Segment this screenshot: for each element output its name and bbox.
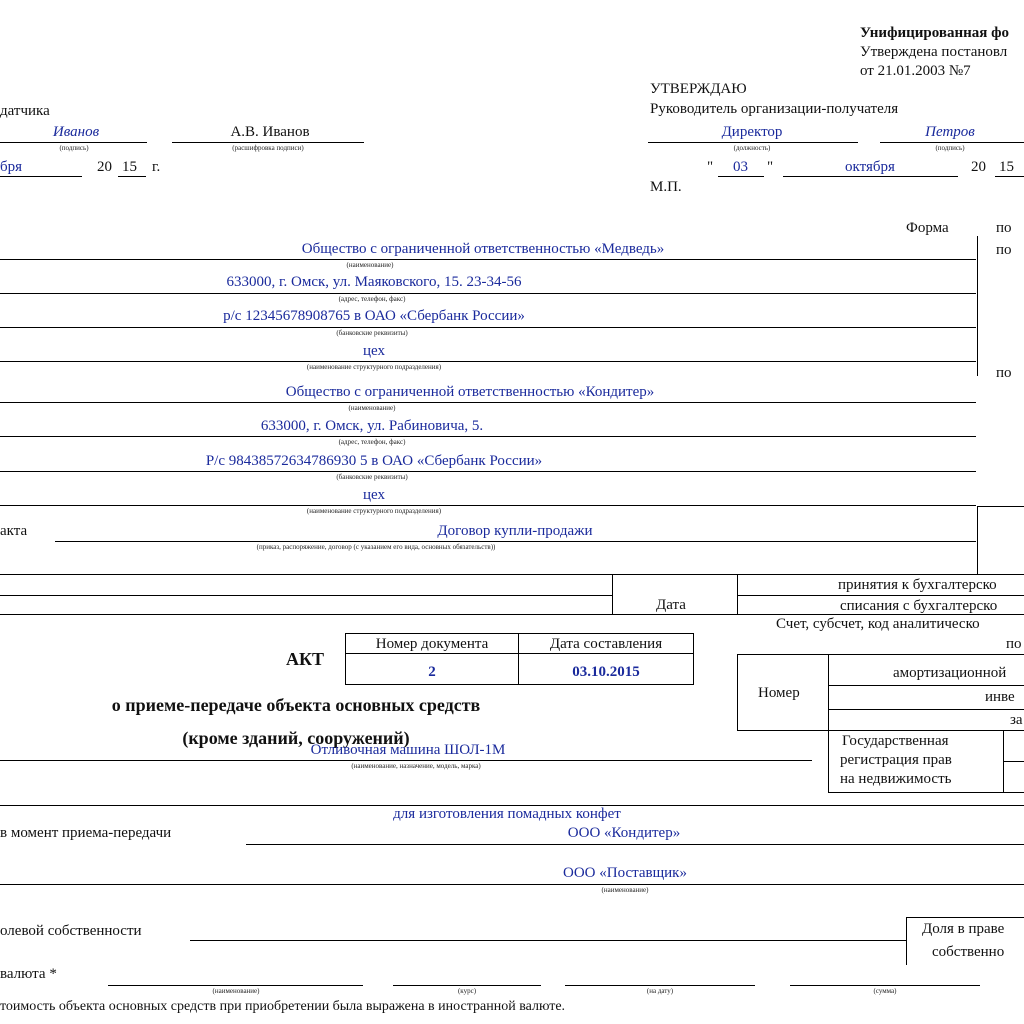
share-right-1: Доля в праве [922, 921, 1005, 937]
act-subtitle-1: о приеме-передаче объекта основных средств [111, 695, 481, 715]
left-full-name: А.В. Иванов [230, 124, 310, 140]
right-year: 15 [999, 159, 1014, 175]
basis-value: Договор купли-продажи [437, 523, 593, 539]
po-label-1: по [996, 220, 1012, 236]
approved-by-label: Утверждена постановл [860, 44, 1008, 60]
number-label: Номер [758, 685, 800, 701]
stamp-label: М.П. [650, 179, 682, 195]
receiver-name-caption: (наименование) [348, 404, 396, 412]
right-signature-caption: (подпись) [935, 144, 965, 152]
approved-date-label: от 21.01.2003 №7 [860, 63, 971, 79]
left-signature-caption: (подпись) [59, 144, 89, 152]
currency-label: валюта * [0, 966, 57, 982]
right-month: октября [845, 159, 895, 175]
supplier-name: ООО «Поставщик» [563, 865, 687, 881]
left-signature: Иванов [52, 124, 100, 140]
sender-name-caption: (наименование) [346, 261, 394, 269]
cap-date: (на дату) [646, 987, 674, 995]
location-value: ООО «Кондитер» [567, 825, 681, 841]
act-subtitle-2: (кроме зданий, сооружений) [182, 728, 410, 748]
amort-label: амортизационной [893, 665, 1007, 681]
za-label: за [1010, 712, 1023, 728]
sender-unit-caption: (наименование структурного подразделения) [306, 363, 442, 371]
right-approval-subtitle: Руководитель организации-получателя [650, 101, 899, 117]
right-position: Директор [721, 124, 783, 140]
sender-bank-caption: (банковские реквизиты) [336, 329, 408, 337]
object-name: Отливочная машина ШОЛ-1М [310, 742, 506, 758]
po-label-2: по [996, 242, 1012, 258]
cap-sum: (сумма) [873, 987, 897, 995]
left-year-suffix: г. [152, 159, 161, 175]
supplier-caption: (наименование) [601, 886, 649, 894]
gov-reg-3: на недвижимость [840, 771, 952, 787]
share-label: олевой собственности [0, 923, 142, 939]
po-label-3: по [996, 365, 1012, 381]
doc-date-header: Дата составления [549, 636, 663, 652]
cap-rate: (курс) [457, 987, 477, 995]
doc-number-header: Номер документа [375, 636, 489, 652]
writeoff-label: списания с бухгалтерско [840, 598, 998, 614]
object-purpose: для изготовления помадных конфет [393, 806, 621, 822]
right-position-caption: (должность) [733, 144, 771, 152]
sender-address: 633000, г. Омск, ул. Маяковского, 15. 23-34-56 [226, 274, 522, 290]
sender-unit: цех [363, 343, 385, 359]
basis-caption: (приказ, распоряжение, договор (с указанием его вида, основных обязательств)) [256, 543, 496, 551]
receiver-address-caption: (адрес, телефон, факс) [338, 438, 406, 446]
sender-name: Общество с ограниченной ответственностью «Медведь» [301, 241, 665, 257]
right-approval-title: УТВЕРЖДАЮ [650, 81, 747, 97]
act-title: АКТ [286, 649, 325, 669]
receiver-address: 633000, г. Омск, ул. Рабиновича, 5. [260, 418, 484, 434]
share-right-2: собственно [932, 944, 1005, 960]
left-approval-title: датчика [0, 103, 50, 119]
sender-address-caption: (адрес, телефон, факс) [338, 295, 406, 303]
doc-number: 2 [428, 664, 436, 680]
gov-reg-1: Государственная [842, 733, 949, 749]
right-signature: Петров [925, 124, 975, 140]
right-day-open: " [707, 159, 714, 175]
sender-bank: р/с 12345678908765 в ОАО «Сбербанк России» [223, 308, 525, 324]
right-day-close: " [767, 159, 774, 175]
unified-form-label: Унифицированная фо [860, 25, 1009, 41]
accept-label: принятия к бухгалтерско [838, 577, 997, 593]
footnote: тоимость объекта основных средств при приобретении была выражена в иностранной валюте. [0, 999, 566, 1014]
right-day: 03 [733, 159, 748, 175]
receiver-name: Общество с ограниченной ответственностью «Кондитер» [285, 384, 655, 400]
receiver-bank-caption: (банковские реквизиты) [336, 473, 408, 481]
right-year-prefix: 20 [971, 159, 986, 175]
receiver-unit: цех [363, 487, 385, 503]
cap-name: (наименование) [212, 987, 260, 995]
basis-label: акта [0, 523, 28, 539]
left-month: бря [0, 159, 23, 175]
left-full-name-caption: (расшифровка подписи) [232, 144, 304, 152]
form-label: Форма [906, 220, 949, 236]
account-label: Счет, субсчет, код аналитическо [776, 616, 980, 632]
account-label-2: по [1006, 636, 1022, 652]
date-label: Дата [656, 597, 686, 613]
gov-reg-2: регистрация прав [840, 752, 952, 768]
left-year-prefix: 20 [97, 159, 112, 175]
left-year: 15 [122, 159, 137, 175]
object-name-caption: (наименование, назначение, модель, марка) [351, 762, 481, 770]
doc-date: 03.10.2015 [572, 664, 640, 680]
receiver-bank: Р/с 98438572634786930 5 в ОАО «Сбербанк России» [205, 453, 543, 469]
location-label: в момент приема-передачи [0, 825, 172, 841]
receiver-unit-caption: (наименование структурного подразделения) [306, 507, 442, 515]
inv-label: инве [985, 689, 1015, 705]
